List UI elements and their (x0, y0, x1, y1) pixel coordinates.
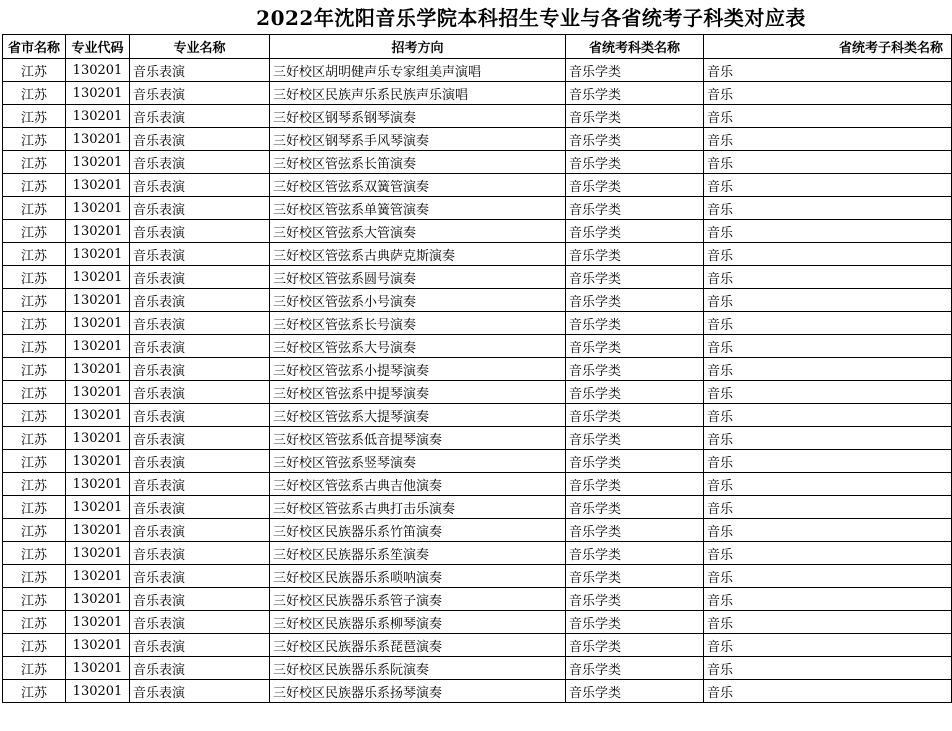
table-row (3, 220, 952, 243)
table-row (3, 473, 952, 496)
cell-direction: 三好校区民族器乐系扬琴演奏 (270, 680, 566, 703)
cell-major-name: 音乐表演 (130, 105, 270, 128)
cell-category: 音乐学类 (566, 128, 704, 151)
cell-major-name: 音乐表演 (130, 611, 270, 634)
table-row (3, 381, 952, 404)
cell-major-code: 130201 (66, 381, 130, 404)
cell-direction: 三好校区管弦系古典打击乐演奏 (270, 496, 566, 519)
cell-major-code: 130201 (66, 657, 130, 680)
cell-category: 音乐学类 (566, 335, 704, 358)
cell-direction: 三好校区管弦系大提琴演奏 (270, 404, 566, 427)
cell-subcategory: 音乐 (704, 381, 952, 404)
page-title: 2022年沈阳音乐学院本科招生专业与各省统考子科类对应表 (256, 6, 806, 30)
cell-province: 江苏 (3, 266, 66, 289)
cell-direction: 三好校区管弦系古典吉他演奏 (270, 473, 566, 496)
cell-category: 音乐学类 (566, 404, 704, 427)
cell-major-name: 音乐表演 (130, 496, 270, 519)
cell-subcategory: 音乐 (704, 542, 952, 565)
cell-province: 江苏 (3, 657, 66, 680)
cell-direction: 三好校区管弦系长笛演奏 (270, 151, 566, 174)
table-body (3, 59, 952, 703)
cell-province: 江苏 (3, 381, 66, 404)
table-row (3, 588, 952, 611)
cell-category: 音乐学类 (566, 427, 704, 450)
cell-province: 江苏 (3, 611, 66, 634)
cell-direction: 三好校区管弦系单簧管演奏 (270, 197, 566, 220)
cell-subcategory: 音乐 (704, 680, 952, 703)
cell-major-name: 音乐表演 (130, 289, 270, 312)
cell-category: 音乐学类 (566, 220, 704, 243)
cell-major-name: 音乐表演 (130, 427, 270, 450)
cell-direction: 三好校区民族器乐系阮演奏 (270, 657, 566, 680)
cell-subcategory: 音乐 (704, 565, 952, 588)
cell-major-name: 音乐表演 (130, 243, 270, 266)
cell-direction: 三好校区管弦系大号演奏 (270, 335, 566, 358)
header-category: 省统考科类名称 (566, 35, 704, 59)
cell-major-code: 130201 (66, 496, 130, 519)
cell-province: 江苏 (3, 565, 66, 588)
header-province: 省市名称 (3, 35, 66, 59)
cell-province: 江苏 (3, 289, 66, 312)
cell-major-code: 130201 (66, 289, 130, 312)
table-row (3, 404, 952, 427)
cell-category: 音乐学类 (566, 450, 704, 473)
cell-direction: 三好校区管弦系大管演奏 (270, 220, 566, 243)
cell-province: 江苏 (3, 197, 66, 220)
cell-province: 江苏 (3, 243, 66, 266)
header-direction: 招考方向 (270, 35, 566, 59)
table-row (3, 59, 952, 82)
cell-category: 音乐学类 (566, 82, 704, 105)
cell-major-name: 音乐表演 (130, 266, 270, 289)
header-subcategory: 省统考子科类名称 (704, 35, 952, 59)
cell-direction: 三好校区民族声乐系民族声乐演唱 (270, 82, 566, 105)
cell-major-code: 130201 (66, 588, 130, 611)
cell-direction: 三好校区胡明健声乐专家组美声演唱 (270, 59, 566, 82)
cell-direction: 三好校区管弦系小提琴演奏 (270, 358, 566, 381)
cell-subcategory: 音乐 (704, 404, 952, 427)
cell-province: 江苏 (3, 450, 66, 473)
cell-major-name: 音乐表演 (130, 82, 270, 105)
cell-province: 江苏 (3, 634, 66, 657)
table-row (3, 128, 952, 151)
cell-subcategory: 音乐 (704, 289, 952, 312)
cell-major-name: 音乐表演 (130, 220, 270, 243)
cell-subcategory: 音乐 (704, 266, 952, 289)
cell-category: 音乐学类 (566, 151, 704, 174)
cell-direction: 三好校区管弦系长号演奏 (270, 312, 566, 335)
header-major-name: 专业名称 (130, 35, 270, 59)
cell-category: 音乐学类 (566, 565, 704, 588)
cell-major-code: 130201 (66, 105, 130, 128)
cell-province: 江苏 (3, 312, 66, 335)
cell-province: 江苏 (3, 473, 66, 496)
table-row (3, 542, 952, 565)
cell-province: 江苏 (3, 174, 66, 197)
cell-direction: 三好校区管弦系小号演奏 (270, 289, 566, 312)
cell-subcategory: 音乐 (704, 197, 952, 220)
cell-direction: 三好校区管弦系竖琴演奏 (270, 450, 566, 473)
cell-major-name: 音乐表演 (130, 542, 270, 565)
cell-province: 江苏 (3, 404, 66, 427)
cell-major-code: 130201 (66, 174, 130, 197)
cell-major-name: 音乐表演 (130, 358, 270, 381)
cell-major-code: 130201 (66, 404, 130, 427)
table-row (3, 289, 952, 312)
cell-major-name: 音乐表演 (130, 519, 270, 542)
cell-subcategory: 音乐 (704, 151, 952, 174)
cell-direction: 三好校区民族器乐系柳琴演奏 (270, 611, 566, 634)
cell-province: 江苏 (3, 588, 66, 611)
cell-subcategory: 音乐 (704, 588, 952, 611)
cell-direction: 三好校区民族器乐系琵琶演奏 (270, 634, 566, 657)
cell-major-name: 音乐表演 (130, 680, 270, 703)
table-row (3, 634, 952, 657)
cell-province: 江苏 (3, 220, 66, 243)
cell-category: 音乐学类 (566, 680, 704, 703)
cell-subcategory: 音乐 (704, 496, 952, 519)
cell-direction: 三好校区管弦系中提琴演奏 (270, 381, 566, 404)
cell-subcategory: 音乐 (704, 657, 952, 680)
cell-major-code: 130201 (66, 542, 130, 565)
cell-subcategory: 音乐 (704, 312, 952, 335)
cell-major-name: 音乐表演 (130, 381, 270, 404)
cell-major-name: 音乐表演 (130, 588, 270, 611)
cell-category: 音乐学类 (566, 174, 704, 197)
cell-major-code: 130201 (66, 427, 130, 450)
cell-subcategory: 音乐 (704, 174, 952, 197)
cell-direction: 三好校区管弦系古典萨克斯演奏 (270, 243, 566, 266)
cell-major-name: 音乐表演 (130, 473, 270, 496)
cell-direction: 三好校区民族器乐系笙演奏 (270, 542, 566, 565)
cell-category: 音乐学类 (566, 289, 704, 312)
cell-direction: 三好校区民族器乐系唢呐演奏 (270, 565, 566, 588)
cell-major-code: 130201 (66, 128, 130, 151)
cell-major-code: 130201 (66, 266, 130, 289)
cell-major-name: 音乐表演 (130, 128, 270, 151)
cell-category: 音乐学类 (566, 105, 704, 128)
cell-subcategory: 音乐 (704, 243, 952, 266)
cell-major-code: 130201 (66, 634, 130, 657)
cell-major-name: 音乐表演 (130, 565, 270, 588)
table-row (3, 243, 952, 266)
table-row (3, 358, 952, 381)
cell-category: 音乐学类 (566, 542, 704, 565)
cell-major-name: 音乐表演 (130, 59, 270, 82)
cell-province: 江苏 (3, 519, 66, 542)
cell-category: 音乐学类 (566, 611, 704, 634)
cell-major-name: 音乐表演 (130, 151, 270, 174)
cell-direction: 三好校区钢琴系手风琴演奏 (270, 128, 566, 151)
cell-major-code: 130201 (66, 220, 130, 243)
cell-category: 音乐学类 (566, 358, 704, 381)
table-row (3, 680, 952, 703)
table-row (3, 174, 952, 197)
table-header-row (3, 35, 952, 59)
cell-subcategory: 音乐 (704, 82, 952, 105)
cell-subcategory: 音乐 (704, 59, 952, 82)
table-row (3, 657, 952, 680)
cell-category: 音乐学类 (566, 634, 704, 657)
cell-direction: 三好校区管弦系双簧管演奏 (270, 174, 566, 197)
cell-major-code: 130201 (66, 519, 130, 542)
cell-province: 江苏 (3, 151, 66, 174)
table-row (3, 312, 952, 335)
cell-category: 音乐学类 (566, 312, 704, 335)
table-row (3, 519, 952, 542)
cell-category: 音乐学类 (566, 519, 704, 542)
cell-major-code: 130201 (66, 59, 130, 82)
cell-province: 江苏 (3, 128, 66, 151)
admission-table (2, 34, 952, 703)
cell-subcategory: 音乐 (704, 519, 952, 542)
cell-direction: 三好校区钢琴系钢琴演奏 (270, 105, 566, 128)
table-row (3, 151, 952, 174)
cell-province: 江苏 (3, 335, 66, 358)
cell-province: 江苏 (3, 105, 66, 128)
cell-province: 江苏 (3, 680, 66, 703)
cell-major-name: 音乐表演 (130, 657, 270, 680)
cell-major-code: 130201 (66, 450, 130, 473)
cell-major-code: 130201 (66, 312, 130, 335)
cell-category: 音乐学类 (566, 496, 704, 519)
cell-subcategory: 音乐 (704, 634, 952, 657)
cell-major-code: 130201 (66, 335, 130, 358)
cell-subcategory: 音乐 (704, 427, 952, 450)
table-row (3, 335, 952, 358)
cell-major-code: 130201 (66, 243, 130, 266)
cell-major-name: 音乐表演 (130, 197, 270, 220)
table-row (3, 266, 952, 289)
cell-province: 江苏 (3, 542, 66, 565)
cell-category: 音乐学类 (566, 588, 704, 611)
cell-major-name: 音乐表演 (130, 335, 270, 358)
cell-major-name: 音乐表演 (130, 312, 270, 335)
cell-category: 音乐学类 (566, 381, 704, 404)
cell-subcategory: 音乐 (704, 611, 952, 634)
cell-direction: 三好校区管弦系低音提琴演奏 (270, 427, 566, 450)
cell-subcategory: 音乐 (704, 473, 952, 496)
cell-category: 音乐学类 (566, 243, 704, 266)
cell-category: 音乐学类 (566, 59, 704, 82)
table-row (3, 611, 952, 634)
cell-subcategory: 音乐 (704, 128, 952, 151)
cell-direction: 三好校区管弦系圆号演奏 (270, 266, 566, 289)
cell-major-name: 音乐表演 (130, 450, 270, 473)
table-row (3, 450, 952, 473)
cell-major-code: 130201 (66, 358, 130, 381)
cell-subcategory: 音乐 (704, 220, 952, 243)
cell-major-code: 130201 (66, 82, 130, 105)
cell-major-code: 130201 (66, 611, 130, 634)
cell-major-code: 130201 (66, 565, 130, 588)
cell-category: 音乐学类 (566, 473, 704, 496)
cell-major-code: 130201 (66, 680, 130, 703)
cell-category: 音乐学类 (566, 657, 704, 680)
cell-subcategory: 音乐 (704, 358, 952, 381)
cell-province: 江苏 (3, 82, 66, 105)
header-major-code: 专业代码 (66, 35, 130, 59)
cell-province: 江苏 (3, 496, 66, 519)
cell-major-code: 130201 (66, 151, 130, 174)
table-row (3, 565, 952, 588)
cell-subcategory: 音乐 (704, 105, 952, 128)
table-row (3, 496, 952, 519)
cell-major-name: 音乐表演 (130, 404, 270, 427)
table-row (3, 105, 952, 128)
cell-category: 音乐学类 (566, 266, 704, 289)
cell-province: 江苏 (3, 427, 66, 450)
cell-major-name: 音乐表演 (130, 174, 270, 197)
cell-major-code: 130201 (66, 473, 130, 496)
cell-direction: 三好校区民族器乐系竹笛演奏 (270, 519, 566, 542)
cell-major-code: 130201 (66, 197, 130, 220)
cell-province: 江苏 (3, 59, 66, 82)
cell-major-name: 音乐表演 (130, 634, 270, 657)
cell-subcategory: 音乐 (704, 450, 952, 473)
cell-category: 音乐学类 (566, 197, 704, 220)
cell-province: 江苏 (3, 358, 66, 381)
cell-direction: 三好校区民族器乐系管子演奏 (270, 588, 566, 611)
cell-subcategory: 音乐 (704, 335, 952, 358)
table-row (3, 427, 952, 450)
table-row (3, 197, 952, 220)
table-row (3, 82, 952, 105)
